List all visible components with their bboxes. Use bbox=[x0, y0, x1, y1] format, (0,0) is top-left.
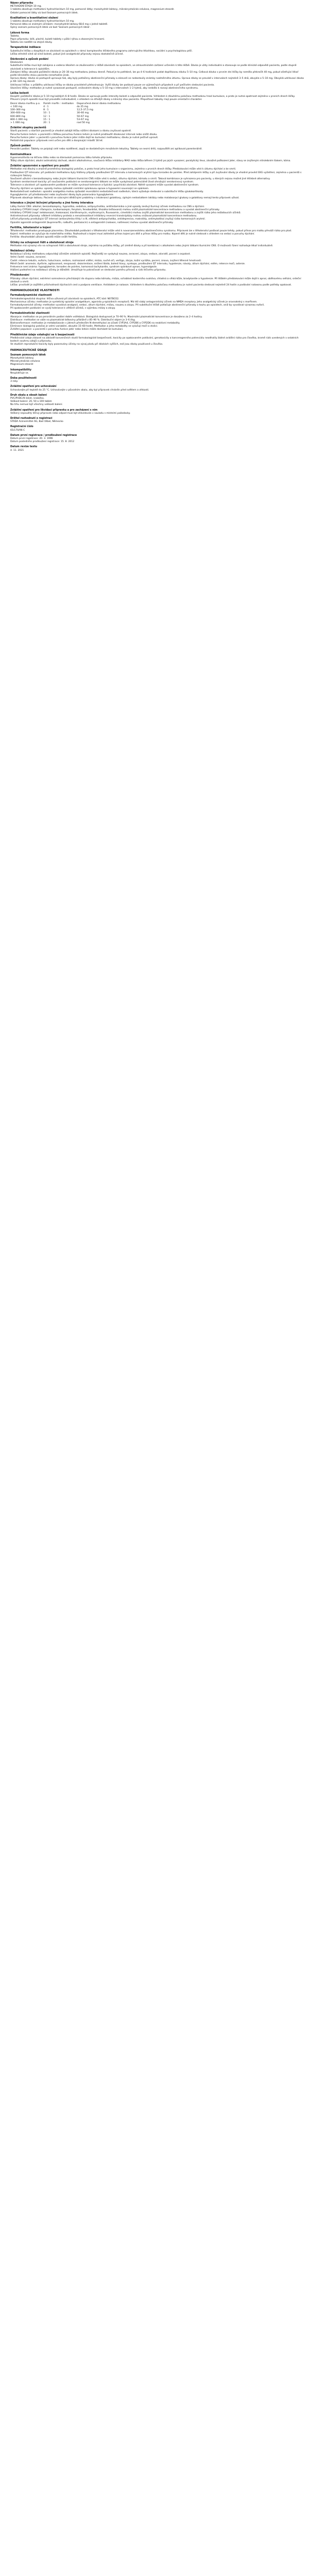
paragraph: Induktory CYP3A4 (např. rifampicin, karbamazepin, fenytoin, fenobarbital, třezalka tečkovaná) mohou snížit plazmatické koncentrace methadonu a vyvolat abstinenční příznaky. bbox=[10, 208, 220, 211]
section-admin bbox=[10, 145, 304, 151]
paragraph: Úprava dávky: dávka se postupně upravuje tak, aby byly potlačeny abstinenční příznaky a zároveň se nedostavily známky nadměrného útlumu. Úprava dávky se provádí v intervalech nejméně 3–5 dnů, obvykle o 5–10 mg. Obvyklá udržovací dávka je 60–120 mg denně. bbox=[10, 77, 305, 83]
paragraph: Fertilita: dlouhodobé užívání opioidů může snížit fertilitu. bbox=[10, 236, 78, 239]
section-title: Terapeutické indikace bbox=[10, 46, 41, 49]
paragraph: Farmakodynamické účinky: methadon vyvolává analgezii, sedaci, útlum dýchání, miózu, nauzeu a zácpu. Při substituční léčbě potlačuje abstinenční příznaky a touhu po opioidech, aniž by vyvolával výraznou euforii. bbox=[10, 304, 265, 307]
section-holder bbox=[10, 417, 304, 423]
table-header-cell: Poměr morfin : methadon bbox=[43, 102, 74, 105]
paragraph: Farmakoterapeutická skupina: léčiva užívaná při závislosti na opioidech, ATC kód: N07BC02. bbox=[10, 297, 119, 300]
paragraph: Neuplatňuje se. bbox=[10, 371, 29, 375]
section-pharmacodynamics bbox=[10, 294, 304, 310]
paragraph: Převod z jiných opioidů musí být prováděn individuálně, s ohledem na dřívější dávky a klinický stav pacienta. Přepočtové tabulky mají pouze orientační charakter. bbox=[10, 98, 202, 101]
paragraph: Substituční léčba u dospělých se závislostí na opioidech v rámci komplexního léčebného programu zahrnujícího lékařskou, sociální a psychologickou péči. bbox=[10, 49, 193, 53]
paragraph: Syndrom serotoninové toxicity: při současném podávání se serotonergními látkami se může vyskytnout potenciálně život ohrožující serotoninový syndrom. bbox=[10, 181, 194, 184]
section-pregnancy bbox=[10, 227, 304, 240]
table-cell: 800–1 000 mg bbox=[10, 118, 28, 121]
paragraph: Těžký útlum dýchání, akutní astmatický záchvat, akutní alkoholismus, současná léčba inhibitory MAO nebo léčba během 2 týdnů po jejich vysazení, paralytický ileus, závažné poškození jater, stavy se zvýšeným nitrolebním tlakem, kóma. bbox=[10, 159, 291, 162]
paragraph: Současné užívání s benzodiazepiny nebo jinými látkami tlumícími CNS může vést k sedaci, útlumu dýchání, kómatu a smrti. Taková kombinace je vyhrazena pro pacienty, u kterých nejsou možné jiné léčebné alternativy. bbox=[10, 177, 270, 180]
paragraph: 4. 11. 2021 bbox=[10, 449, 24, 452]
table-cell: 4 : 1 bbox=[43, 105, 49, 108]
section-title: Způsob podání bbox=[10, 145, 31, 148]
section-preclinical bbox=[10, 334, 304, 347]
paragraph: Hypoglykemie: při předávkování nebo zvyšování dávky byla pozorována hypoglykemie. bbox=[10, 193, 114, 196]
paragraph: Ukončení léčby: methadon je nutné vysazovat postupně, snižováním dávky o 5–10 mg v intervalech 1–2 týdnů, aby nedošlo k rozvoji abstinenčního syndromu. bbox=[10, 87, 199, 90]
paragraph: PVC/PVDC/Al blistr, krabička. bbox=[10, 397, 45, 400]
paragraph: Biotransformace: methadon je metabolizován v játrech především N-demethylací za účasti CYP3A4, CYP2B6 a CYP2D6 na neaktivní metabolity. bbox=[10, 322, 180, 325]
section-title: Předklinické údaje vztahující se k bezpečnosti bbox=[10, 333, 75, 336]
section-title: Seznam pomocných látek bbox=[10, 353, 46, 357]
section-title: Léčba bolesti bbox=[10, 92, 29, 95]
paragraph: STADA Arzneimittel AG, Bad Vilbel, Německo bbox=[10, 420, 63, 423]
paragraph: 3 roky. bbox=[10, 380, 19, 383]
paragraph: METHADON ŠTADA 10 mg. bbox=[10, 5, 42, 8]
section-form bbox=[10, 32, 304, 45]
paragraph: Zvláštní populace: u pacientů s poruchou funkce jater nebo ledvin může docházet ke kumulaci. bbox=[10, 328, 124, 331]
paragraph: Předklinické údaje získané na základě konvenčních studií farmakologické bezpečnosti, toxicity po opakovaném podávání, genotoxicity a kancerogenního potenciálu neodhalily žádné zvláštní riziko pro člověka, kromě rizik uvedených v ostatních bodech souhrnu údajů o přípravku. bbox=[10, 336, 300, 343]
paragraph: Nedostatečnost nadledvin: opioidní analgetika mohou způsobit reverzibilní nedostatečnost nadledvin, která vyžaduje sledování a substituční léčbu glukokortikoidy. bbox=[10, 190, 204, 193]
dosage-conversion-table bbox=[10, 103, 124, 125]
paragraph: Popis přípravku: bílé, ploché, kulaté tablety s půlicí rýhou a zkosenými hranami. bbox=[10, 38, 105, 41]
section-pain bbox=[10, 92, 304, 125]
paragraph: Úplný seznam pomocných látek viz bod 'Seznam pomocných látek'. bbox=[10, 26, 91, 29]
section-title: Farmakodynamické vlastnosti bbox=[10, 294, 52, 297]
table-cell: 12,5–37,5 mg bbox=[77, 109, 93, 112]
paragraph: Méně časté: anorexie, dysforie, agitovanost, nespavost, dezorientace, snížení libida, bolest hlavy, synkopa, prodloužení QT intervalu, hypotenze, návaly, útlum dýchání, edém, retence moči, astenie. bbox=[10, 262, 246, 265]
section-shelf bbox=[10, 377, 304, 383]
paragraph: Na trhu nemusí být všechny velikosti balení. bbox=[10, 403, 63, 406]
paragraph: Ve studiích reprodukční toxicity byly pozorovány účinky na vývoj plodu při dávkách vyšších, než jsou dávky používané u člověka. bbox=[10, 343, 163, 346]
section-title: Registrační číslo bbox=[10, 426, 33, 429]
paragraph: 1 tableta obsahuje methadoni hydrochloridum 10 mg, pomocné látky: monohydrát laktosy, mikrokrystalická celulosa, magnesium-stearát. bbox=[10, 8, 175, 11]
paragraph: Velikost balení: 20, 50 a 100 tablet. bbox=[10, 400, 53, 403]
section-warnings bbox=[10, 165, 304, 200]
section-title: Držitel rozhodnutí o registraci bbox=[10, 417, 53, 420]
section-title: Název přípravku bbox=[10, 2, 33, 5]
table-cell: 30–60 mg bbox=[77, 112, 89, 115]
section-title: Nežádoucí účinky bbox=[10, 250, 35, 253]
paragraph: Tolerance a závislost: při opakovaném podávání se může vyvinout tolerance a fyzická i psychická závislost. Náhlé vysazení může vyvolat abstinenční syndrom. bbox=[10, 184, 199, 187]
section-title: Zvláštní opatření pro likvidaci přípravku a pro zacházení s ním bbox=[10, 409, 98, 412]
table-cell: do 25 mg bbox=[77, 105, 89, 108]
paragraph: Veškerý nepoužitý léčivý přípravek nebo odpad musí být zlikvidován v souladu s místními požadavky. bbox=[10, 412, 131, 415]
paragraph: Prodloužení QT intervalu: při podávání methadonu byly hlášeny případy prodloužení QT intervalu a komorových arytmií typu torsades de pointes. Před zahájením léčby a při zvyšování dávky je vhodné provést EKG vyšetření, zejména u pacientů s rizikovými faktory. bbox=[10, 171, 302, 177]
paragraph: Tableta. bbox=[10, 35, 20, 38]
section-special-pop bbox=[10, 127, 304, 143]
paragraph: Poruchy dýchání ve spánku: opioidy mohou způsobit centrální spánkovou apnoe a hypoxemii související se spánkem. bbox=[10, 187, 149, 190]
section-overdose bbox=[10, 274, 304, 287]
section-title: Účinky na schopnost řídit a obsluhovat stroje bbox=[10, 241, 74, 244]
paragraph: Uchovávejte při teplotě do 25 °C. Uchovávejte v původním obalu, aby byl přípravek chráněn před světlem a vlhkostí. bbox=[10, 388, 149, 392]
section-title: Kvalitativní a kvantitativní složení bbox=[10, 16, 58, 20]
paragraph: Léčivé přípravky prodlužující QT interval (antiarytmika třídy I a III, některá antipsychotika, antidepresiva, makrolidy, antimykotika) zvyšují riziko komorových arytmií. bbox=[10, 218, 205, 221]
section-title: Inkompatibility bbox=[10, 368, 31, 371]
table-header-row bbox=[10, 103, 124, 106]
table-cell: < 100 mg bbox=[10, 105, 22, 108]
section-title: Dávkování a způsob podání bbox=[10, 58, 49, 61]
paragraph: Datum posledního prodloužení registrace: 15. 8. 2012 bbox=[10, 440, 75, 444]
table-cell: 12 : 1 bbox=[43, 115, 50, 118]
table-header-cell: Denní dávka morfinu p.o. bbox=[10, 102, 41, 105]
paragraph: Mechanismus účinku: methadon je syntetický opioidní analgetikum, agonista μ-opioidních receptorů. Má též slabý antagonistický účinek na NMDA receptory. Jeho analgetický účinek je srovnatelný s morfinem. bbox=[10, 300, 258, 303]
section-title: Farmakokinetické vlastnosti bbox=[10, 312, 50, 315]
table-row bbox=[10, 122, 124, 125]
paragraph: Léčba: prvořadé je zajištění průchodnosti dýchacích cest a podpora ventilace. Antidotem je naloxon. Vzhledem k dlouhému poločasu methadonu je nutné pacienta sledovat nejméně 24 hodin a podávání naloxonu podle potřeby opakovat. bbox=[10, 284, 292, 287]
paragraph: Tabletu lze rozdělit na stejné dávky. bbox=[10, 41, 53, 44]
section-storage bbox=[10, 385, 304, 392]
table-cell: 10 : 1 bbox=[43, 112, 50, 115]
table-cell: nad 50 mg bbox=[77, 121, 90, 124]
paragraph: Opioidní agonisté-antagonisté (buprenorfin, nalbufin, pentazocin) a antagonisté (naloxon, naltrexon) mohou vyvolat abstinenční příznaky. bbox=[10, 221, 174, 224]
paragraph: Substituční léčba musí být zahájena a vedena lékařem se zkušenostmi v léčbě závislosti na opioidech, ve zdravotnickém zařízení určeném k této léčbě. Dávka je vždy individuální a stanovuje se podle klinické odpovědi pacienta, podle stupně závislosti a tolerance k opioidům. bbox=[10, 64, 298, 71]
paragraph: Methadon má dlouhý a značně proměnlivý biologický poločas, a proto hrozí jeho kumulace v organismu, zejména v prvních dnech léčby. Předávkování může vést k útlumu dýchání a ke smrti. bbox=[10, 168, 236, 171]
paragraph: Inhibitory CYP3A4 (např. ketokonazol, itrakonazol, klarithromycin, erythromycin, fluvoxamin, cimetidin) mohou zvýšit plazmatické koncentrace methadonu a zvýšit riziko jeho nežádoucích účinků. bbox=[10, 211, 242, 214]
table-cell: 100–300 mg bbox=[10, 109, 25, 112]
paragraph: Methadon má výrazný vliv na schopnost řídit a obsluhovat stroje, zejména na počátku léčby, při změně dávky a při kombinaci s alkoholem nebo jinými látkami tlumícími CNS. O možnosti řízení rozhoduje lékař individuálně. bbox=[10, 244, 273, 247]
paragraph: Nežádoucí účinky methadonu odpovídají účinkům ostatních opioidů. Nejčastěji se vyskytují nauzea, zvracení, zácpa, sedace, závratě, pocení a ospalost. bbox=[10, 253, 191, 256]
section-driving bbox=[10, 242, 304, 248]
section-dosage bbox=[10, 58, 304, 90]
section-title: Fertilita, těhotenství a kojení bbox=[10, 226, 51, 229]
paragraph: Magnesium-stearát bbox=[10, 363, 33, 366]
paragraph: Antiretrovirové přípravky: některé inhibitory proteáz a nenukleosidové inhibitory reverzní transkriptázy mohou snižovat plazmatické koncentrace methadonu. bbox=[10, 215, 197, 218]
table-header-cell: Doporučená denní dávka methadonu bbox=[77, 102, 121, 105]
paragraph: Časté: retence tekutin, euforie, halucinace, sedace, rozmazané vidění, mióza, suché oči, vertigo, zácpa, kožní vyrážka, pocení, únava, zvýšení tělesné hmotnosti. bbox=[10, 259, 202, 262]
section-title: Zvláštní upozornění a opatření pro použití bbox=[10, 165, 70, 168]
paragraph: Příznaky: útlum dýchání, extrémní somnolence přecházející do stuporu nebo kómatu, mióza, ochablost kosterního svalstva, chladná a vlhká kůže, bradykardie a hypotenze. Při těžkém předávkování může dojít k apnoi, oběhovému selhání, srdeční zástavě a smrti. bbox=[10, 277, 302, 283]
paragraph: Dávkování bbox=[10, 61, 23, 64]
paragraph: Zahájení léčby: obvyklá počáteční dávka je 20–30 mg methadonu jednou denně. Pokud je to potřebné, lze po 4–6 hodinách podat doplňkovou dávku 5–10 mg. Celková dávka v prvním dni léčby by neměla překročit 40 mg, pokud ošetřující lékař podle klinického stavu pacienta nerozhodne jinak. bbox=[10, 71, 299, 77]
paragraph: Při opakovaném podávání se vyvíjí tolerance k většině účinků, s výjimkou miózy a zácpy. bbox=[10, 307, 116, 310]
section-title: Datum revize textu bbox=[10, 446, 38, 449]
section-name bbox=[10, 2, 304, 15]
section-composition bbox=[10, 17, 304, 30]
document-page bbox=[0, 0, 309, 460]
paragraph: Přípravek obsahuje laktosu. Pacienti se vzácnými dědičnými problémy s intolerancí galaktosy, úplným nedostatkem laktázy nebo malabsorpcí glukosy a galaktosy nemají tento přípravek užívat. bbox=[10, 197, 239, 200]
section-title: FARMACEUTICKÉ ÚDAJE bbox=[10, 348, 47, 352]
section-excipients bbox=[10, 354, 304, 367]
paragraph: Starší pacienti: u starších pacientů je vhodné zahájit léčbu nižšími dávkami a dávku zvyšovat opatrně. bbox=[10, 130, 132, 133]
paragraph: Látky tlumící CNS: alkohol, benzodiazepiny, hypnotika, sedativa, antipsychotika, antihistaminika a jiné opioidy zesilují tlumivý účinek methadonu na CNS a dýchání. bbox=[10, 205, 205, 208]
section-pharmacology bbox=[10, 289, 304, 292]
paragraph: 1 tableta obsahuje methadoni hydrochloridum 10 mg. bbox=[10, 20, 75, 23]
section-title: Zvláštní opatření pro uchovávání bbox=[10, 385, 57, 388]
table-cell: 15 : 1 bbox=[43, 118, 50, 121]
section-title: FARMAKOLOGICKÉ VLASTNOSTI bbox=[10, 289, 60, 293]
paragraph: Těhotenství: methadon prostupuje placentou. Dlouhodobé podávání v těhotenství může vést k novorozeneckému abstinenčnímu syndromu. Přípravek lze v těhotenství podávat pouze tehdy, pokud přínos pro matku převáží riziko pro plod. bbox=[10, 230, 292, 232]
paragraph: Udržovací léčba: v průběhu udržovací léčby se dávka pravidelně přehodnocuje. Vyšší dávky lze podávat pouze ve výjimečných případech a při pečlivém sledování pacienta. bbox=[10, 83, 215, 87]
table-cell: 300–600 mg bbox=[10, 112, 25, 115]
section-regno bbox=[10, 426, 304, 432]
section-title: Léková forma bbox=[10, 31, 29, 35]
section-date bbox=[10, 434, 304, 444]
section-indications bbox=[10, 46, 304, 56]
section-title: Zvláštní skupiny pacientů bbox=[10, 127, 46, 130]
document-content bbox=[10, 2, 304, 452]
table-cell: > 1 000 mg bbox=[10, 121, 25, 124]
section-title: Kontraindikace bbox=[10, 153, 31, 156]
section-pharmacokinetics bbox=[10, 312, 304, 331]
paragraph: Eliminace: biologický poločas je velmi variabilní, obvykle 15–60 hodin. Methadon a jeho metabolity se vylučují močí a stolicí. bbox=[10, 325, 158, 328]
paragraph: Distribuce: methadon se váže na plazmatické bílkoviny přibližně z 85–90 %. Distribuční objem je 3–6 l/kg. bbox=[10, 318, 136, 321]
section-pharmaceutical bbox=[10, 349, 304, 352]
paragraph: Monohydrát laktosy bbox=[10, 357, 34, 360]
paragraph: 65/170/96-C bbox=[10, 429, 25, 432]
table-cell: 53–67 mg bbox=[77, 118, 89, 121]
paragraph: Datum první registrace: 20. 3. 1996 bbox=[10, 437, 53, 440]
section-disposal bbox=[10, 409, 304, 415]
section-contra bbox=[10, 154, 304, 163]
table-cell: 8 : 1 bbox=[43, 109, 49, 112]
table-cell: 600–800 mg bbox=[10, 115, 25, 118]
paragraph: Pediatrická populace: přípravek není určen pro děti a dospívající mladší 18 let. bbox=[10, 139, 104, 142]
table-cell: 50–67 mg bbox=[77, 115, 89, 118]
section-title: Interakce s jinými léčivými přípravky a jiné formy interakce bbox=[10, 202, 94, 205]
section-adverse bbox=[10, 250, 304, 272]
paragraph: Hlášení podezření na nežádoucí účinky je důležité. Umožňuje to pokračovat ve sledování poměru přínosů a rizik léčivého přípravku. bbox=[10, 269, 166, 272]
table-cell: 20 : 1 bbox=[43, 121, 50, 124]
paragraph: Mikrokrystalická celulosa bbox=[10, 360, 40, 363]
paragraph: Porucha funkce jater: u pacientů s poruchou funkce jater může dojít ke kumulaci methadonu; dávku je nutné pečlivě upravit. bbox=[10, 136, 159, 139]
section-revision bbox=[10, 446, 304, 452]
section-title: Předávkování bbox=[10, 274, 29, 277]
paragraph: Absorpce: methadon se po perorálním podání dobře vstřebává. Biologická dostupnost je 70–90 %. Maximální plazmatické koncentrace je dosaženo za 2–4 hodiny. bbox=[10, 315, 202, 318]
paragraph: Léčba středně silné až silné bolesti, pokud jiné analgetické přípravky nejsou dostatečně účinné. bbox=[10, 53, 124, 56]
paragraph: Kojení: methadon se vylučuje do mateřského mléka. Rozhodnutí o kojení musí zohlednit přínos kojení pro dítě a přínos léčby pro matku. Kojené děti je nutné sledovat s ohledem na sedaci a poruchy dýchání. bbox=[10, 233, 255, 236]
section-container bbox=[10, 394, 304, 407]
section-title: Datum první registrace / prodloužení registrace bbox=[10, 434, 77, 437]
paragraph: Ostatní pomocné látky viz bod Seznam pomocných látek. bbox=[10, 11, 79, 14]
paragraph: Hypersenzitivita na léčivou látku nebo na kteroukoli pomocnou látku tohoto přípravku. bbox=[10, 156, 113, 159]
section-title: Druh obalu a obsah balení bbox=[10, 394, 47, 397]
paragraph: Perorální podání. Tablety se polykají celé nebo rozdělené, zapíjí se dostatečným množstvím tekutiny. Tablety se nesmí drtit, rozpouštět ani aplikovat parenterálně. bbox=[10, 148, 202, 151]
paragraph: Frekvence není známa: hypoglykemie, torsades de pointes, komorová tachykardie, syndrom spánkové apnoe, hyperalgezie. bbox=[10, 266, 158, 269]
section-title: Doba použitelnosti bbox=[10, 377, 37, 380]
paragraph: Porucha funkce ledvin: u pacientů s těžkou poruchou funkce ledvin je nutné prodloužit dávkovací interval nebo snížit dávku. bbox=[10, 133, 158, 136]
section-interactions bbox=[10, 202, 304, 224]
section-incompat bbox=[10, 369, 304, 375]
paragraph: Dospělí: počáteční dávka je 5–10 mg každých 6–8 hodin. Dávka se upravuje podle intenzity bolesti a odpovědi pacienta. Vzhledem k dlouhému poločasu methadonu hrozí kumulace, a proto je nutná opatrnost zejména v prvních dnech léčby. bbox=[10, 95, 295, 98]
paragraph: Velmi časté: nauzea, zvracení. bbox=[10, 256, 46, 259]
paragraph: Pomocná látka se známým účinkem: monohydrát laktosy 68,6 mg v jedné tabletě. bbox=[10, 23, 108, 26]
